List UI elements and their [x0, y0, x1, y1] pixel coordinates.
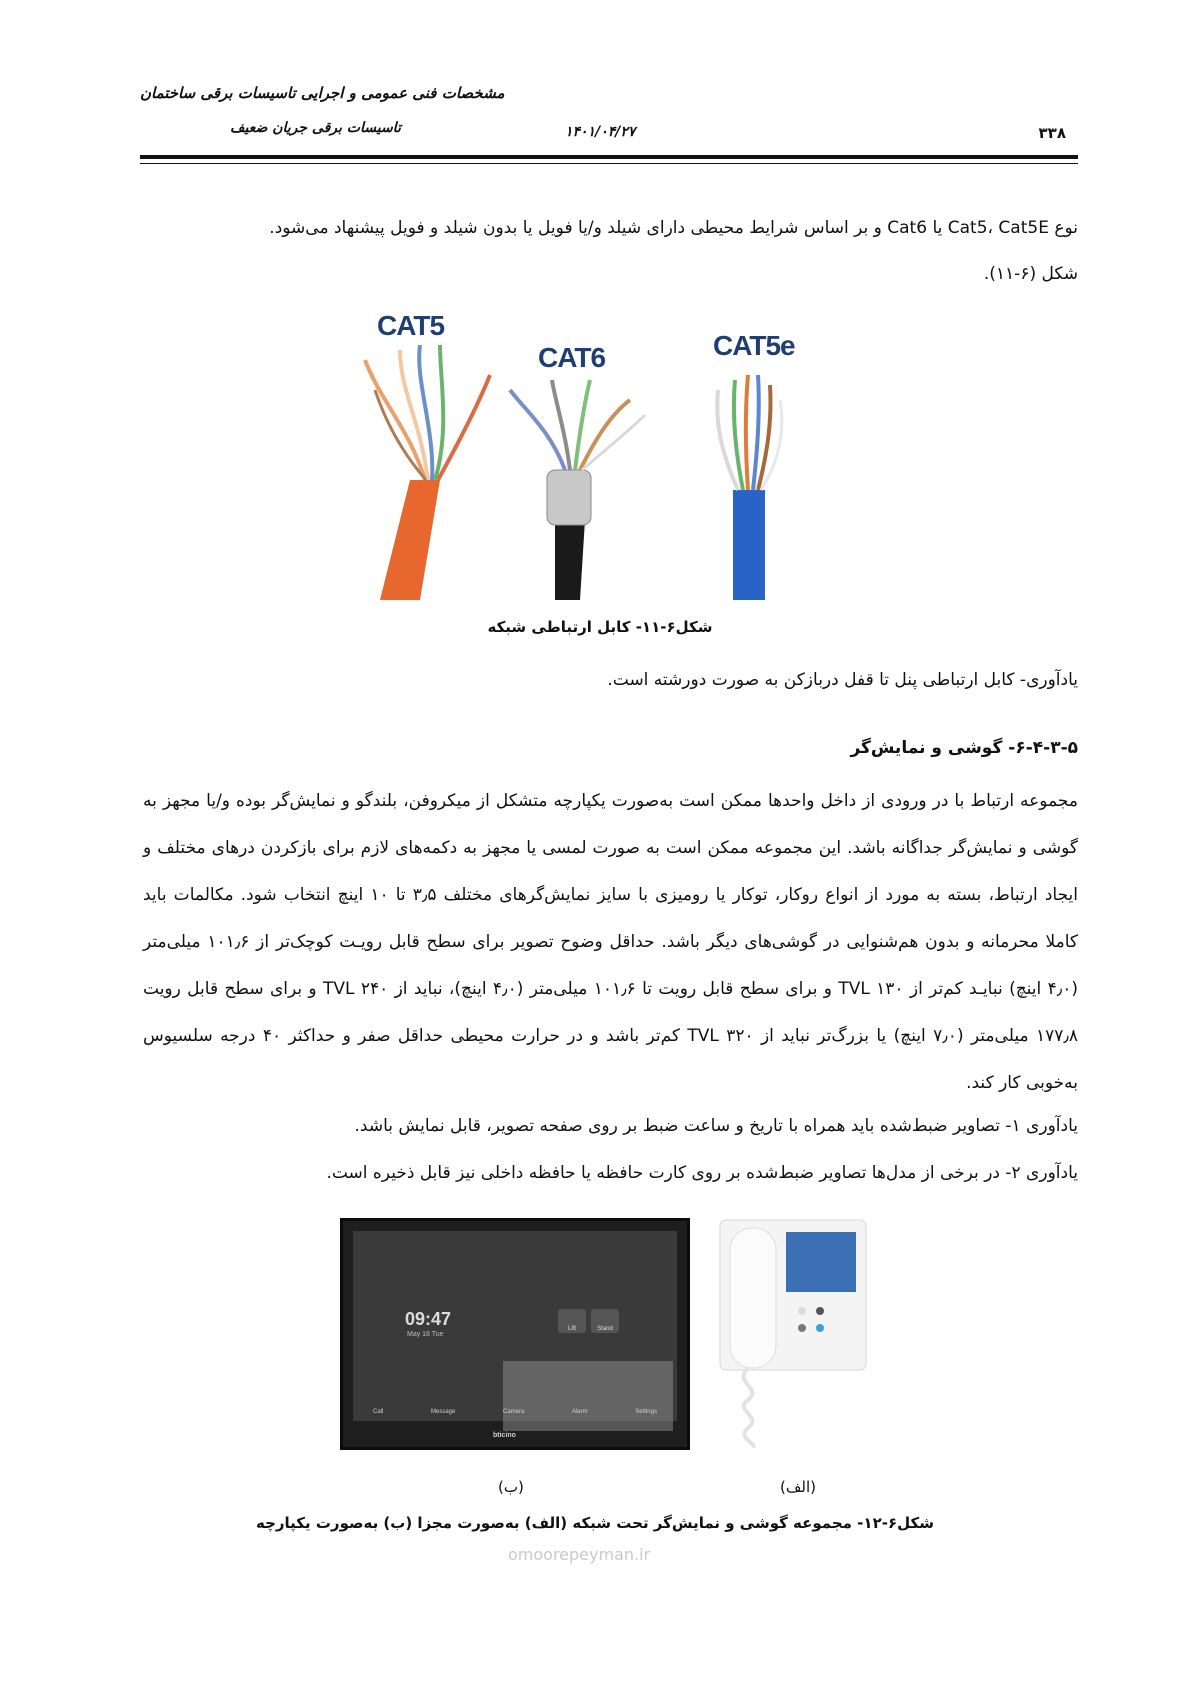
document-title: مشخصات فنی عمومی و اجرایی تاسیسات برقی ساختمان — [140, 84, 505, 102]
header-rule-thin — [140, 163, 1078, 164]
figure-11-caption: شکل۶-۱۱- کابل ارتباطی شبکه — [487, 618, 713, 636]
screen-button-camera: Camera — [502, 1409, 525, 1415]
screen-button-bar — [373, 1409, 657, 1415]
intro-line-2: شکل (۶-۱۱). — [983, 264, 1078, 284]
cable-note: یادآوری- کابل ارتباطی پنل تا قفل دربازکن به صورت دورشته است. — [607, 670, 1078, 690]
screen-button-settings: Settings — [635, 1409, 657, 1415]
cat5-cable-icon — [365, 345, 490, 600]
screen-button-alarm: Alarm — [571, 1409, 588, 1415]
document-date: ۱۴۰۱/۰۴/۲۷ — [565, 124, 636, 140]
note-1: یادآوری ۱- تصاویر ضبط‌شده باید همراه با تاریخ و ساعت ضبط بر روی صفحه تصویر، قابل نمایش باشد. — [354, 1116, 1078, 1136]
handset-monitor-icon — [718, 1218, 868, 1448]
watermark-text: omoorepeyman.ir — [508, 1545, 651, 1564]
screen-button-call: Call — [373, 1409, 384, 1415]
document-subtitle: تاسیسات برقی جریان ضعیف — [230, 120, 401, 136]
screen-tile-lift: Lift — [558, 1309, 586, 1333]
network-cables-figure — [340, 310, 860, 600]
cat6-cable-icon — [510, 380, 645, 600]
separate-handset-monitor-image — [718, 1218, 868, 1448]
screen-time: 09:47 — [405, 1309, 452, 1329]
screen-button-message: Message — [430, 1409, 456, 1415]
watermark-logo-icon — [503, 1361, 673, 1431]
header-rule-thick — [140, 155, 1078, 159]
cat6-label: CAT6 — [538, 342, 606, 373]
section-heading: ۶-۴-۳-۵- گوشی و نمایش‌گر — [850, 738, 1078, 758]
screen-date: May 18 Tue — [407, 1331, 444, 1338]
monitor-brand: bticino — [493, 1432, 516, 1439]
section-body: مجموعه ارتباط با در ورودی از داخل واحدها ممکن است به‌صورت یکپارچه متشکل از میکروفن، بلندگو و نمایش‌گر بوده و/یا مجهز به گوشی و نمایش‌گر جداگانه باشد. این مجموعه ممکن است به صورت لمسی یا مجهز به دکمه‌های لازم برای بازکردن درهای مختلف و ایجاد ارتباط، بسته به مورد از انواع روکار، توکار یا رومیزی با سایز نمایش‌گرهای مختلف ۳٫۵ تا ۱۰ اینچ انتخاب شود. مکالمات باید کاملا محرمانه و بدون هم‌شنوایی در گوشی‌های دیگر باشد. حداقل وضوح تصویر برای سطح قابل رویـت کوچک‌تر از ۱۰۱٫۶ میلی‌متر (۴٫۰ اینچ) نبایـد کم‌تر از TVL ۱۳۰ و برای سطح قابل رویت تا ۱۰۱٫۶ میلی‌متر (۴٫۰ اینچ)، نباید از TVL ۲۴۰ و برای سطح قابل رویت ۱۷۷٫۸ میلی‌متر (۷٫۰ اینچ) یا بزرگ‌تر نباید از TVL ۳۲۰ کم‌تر باشد و در حرارت محیطی حداقل صفر و حداکثر ۴۰ درجه سلسیوس به‌خوبی کار کند. — [143, 791, 1079, 1093]
cat5e-cable-icon — [717, 375, 782, 600]
screen-tile-stand: Stand — [591, 1309, 619, 1333]
figure-label-a: (الف) — [780, 1478, 816, 1496]
note-2: یادآوری ۲- در برخی از مدل‌ها تصاویر ضبط‌شده بر روی کارت حافظه یا حافظه داخلی نیز قابل ذخیره است. — [326, 1163, 1078, 1183]
cat5e-label: CAT5e — [713, 330, 795, 361]
integrated-monitor-image — [340, 1218, 690, 1450]
figure-12-caption: شکل۶-۱۲- مجموعه گوشی و نمایش‌گر تحت شبکه (الف) به‌صورت مجزا (ب) به‌صورت یکپارچه — [255, 1514, 934, 1532]
monitor-screen — [353, 1231, 677, 1421]
intro-line-1: نوع Cat5، Cat5E یا Cat6 و بر اساس شرایط محیطی دارای شیلد و/یا فویل یا بدون شیلد و فویل پیشنهاد می‌شود. — [269, 218, 1078, 238]
cat5-label: CAT5 — [377, 310, 445, 341]
page-number: ۳۳۸ — [1038, 124, 1066, 142]
figure-label-b: (ب) — [498, 1478, 524, 1496]
